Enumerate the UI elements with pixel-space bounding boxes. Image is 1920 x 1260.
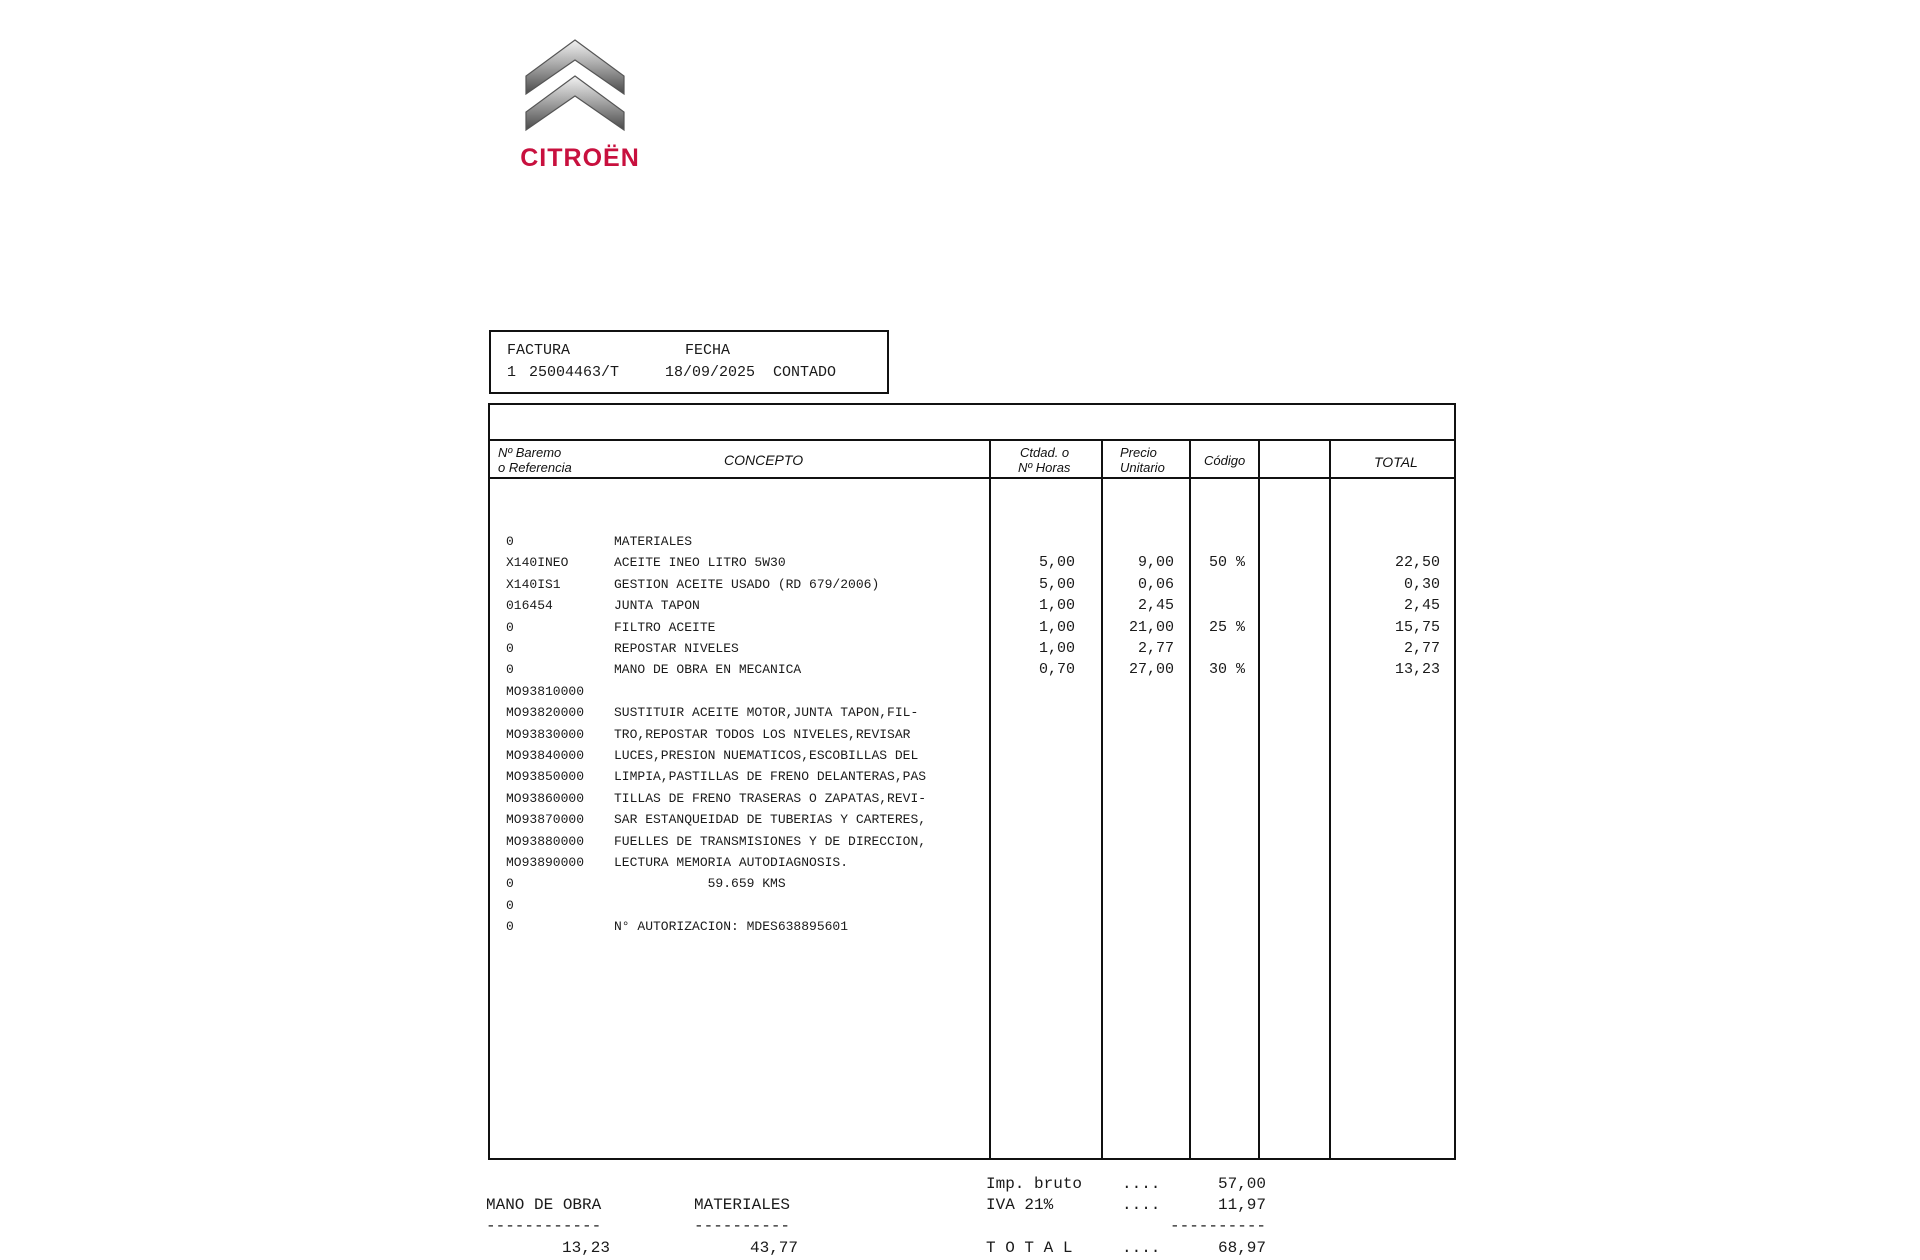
row-total: 15,75 [1394, 618, 1440, 636]
row-reference: 0 [506, 897, 514, 913]
row-reference: MO93860000 [506, 790, 585, 806]
table-row [490, 745, 1450, 766]
row-reference: MO93810000 [506, 683, 585, 699]
row-total: 2,77 [1403, 640, 1440, 657]
row-reference: MO93870000 [506, 812, 585, 828]
row-unit-price: 2,77 [1137, 640, 1174, 657]
table-row [490, 788, 1450, 809]
header-qty: Ctdad. o Nº Horas [1018, 445, 1071, 475]
row-concepto: ACEITE INEO LITRO 5W30 [614, 555, 786, 571]
table-row [490, 895, 1450, 916]
materiales-label: MATERIALES [694, 1196, 791, 1214]
factura-label: FACTURA [507, 342, 571, 359]
payment-method: CONTADO [773, 364, 837, 381]
table-row [490, 702, 1450, 723]
materiales-separator: ---------- [694, 1217, 791, 1235]
row-unit-price: 21,00 [1128, 618, 1174, 636]
invoice-date: 18/09/2025 [665, 364, 756, 381]
row-concepto: MANO DE OBRA EN MECANICA [614, 662, 802, 678]
table-row [490, 831, 1450, 852]
table-row [490, 659, 1450, 680]
table-row [490, 595, 1450, 616]
row-reference: MO93830000 [506, 726, 585, 742]
table-row [490, 873, 1450, 894]
invoice-number: 25004463/T [529, 364, 620, 381]
total-separator: ---------- [1170, 1217, 1267, 1235]
iva-dots: .... [1122, 1196, 1161, 1214]
row-concepto: FUELLES DE TRANSMISIONES Y DE DIRECCION, [614, 833, 927, 849]
row-reference: MO93840000 [506, 748, 585, 763]
chevrons-icon [520, 36, 630, 136]
table-row [490, 638, 1450, 659]
row-reference: 016454 [506, 598, 553, 614]
row-concepto: N° AUTORIZACION: MDES638895601 [614, 919, 849, 935]
imp-bruto-dots: .... [1122, 1175, 1161, 1193]
row-concepto: TILLAS DE FRENO TRASERAS O ZAPATAS,REVI- [614, 790, 927, 806]
row-quantity: 1,00 [1038, 597, 1075, 615]
row-total: 22,50 [1394, 554, 1440, 572]
row-concepto: TRO,REPOSTAR TODOS LOS NIVELES,REVISAR [614, 726, 911, 742]
row-quantity: 1,00 [1038, 640, 1075, 657]
row-quantity: 0,70 [1038, 661, 1075, 679]
header-bottom-rule [490, 477, 1454, 479]
invoice-lines-table [488, 403, 1456, 1160]
row-quantity: 5,00 [1038, 554, 1075, 572]
row-concepto: SAR ESTANQUEIDAD DE TUBERIAS Y CARTERES, [614, 812, 927, 828]
iva-value: 11,97 [1217, 1196, 1266, 1214]
citroen-logo [490, 36, 680, 171]
table-row [490, 724, 1450, 745]
row-reference: 0 [506, 641, 514, 656]
row-reference: MO93880000 [506, 833, 585, 849]
row-reference: 0 [506, 876, 514, 892]
row-concepto: FILTRO ACEITE [614, 619, 716, 635]
imp-bruto-label: Imp. bruto [986, 1175, 1083, 1193]
header-ref: Nº Baremo o Referencia [498, 445, 572, 475]
row-concepto: LIMPIA,PASTILLAS DE FRENO DELANTERAS,PAS [614, 769, 927, 785]
mano-obra-separator: ------------ [486, 1217, 602, 1235]
invoice-header-box [489, 330, 889, 394]
row-concepto: LUCES,PRESION NUEMATICOS,ESCOBILLAS DEL [614, 748, 919, 763]
row-unit-price: 0,06 [1137, 575, 1174, 593]
row-concepto: REPOSTAR NIVELES [614, 641, 739, 656]
row-reference: 0 [506, 619, 514, 635]
row-reference: X140INEO [506, 555, 569, 571]
row-reference: MO93820000 [506, 705, 585, 721]
row-total: 13,23 [1394, 661, 1440, 679]
row-discount-code: 25 % [1208, 618, 1245, 636]
table-row [490, 552, 1450, 573]
iva-label: IVA 21% [986, 1196, 1054, 1214]
invoice-serie: 1 [507, 364, 517, 381]
row-reference: 0 [506, 919, 514, 935]
table-row [490, 617, 1450, 638]
header-price: Precio Unitario [1120, 445, 1165, 475]
header-concepto: CONCEPTO [724, 452, 804, 468]
row-reference: 0 [506, 662, 514, 678]
row-total: 0,30 [1403, 575, 1440, 593]
mano-obra-label: MANO DE OBRA [486, 1196, 602, 1214]
brand-wordmark: CITROËN [520, 144, 640, 172]
header-total: TOTAL [1374, 454, 1418, 470]
table-row [490, 916, 1450, 937]
row-concepto: SUSTITUIR ACEITE MOTOR,JUNTA TAPON,FIL- [614, 705, 919, 721]
fecha-label: FECHA [685, 342, 731, 359]
materiales-value: 43,77 [749, 1239, 798, 1257]
total-dots: .... [1122, 1239, 1161, 1257]
header-code: Código [1204, 453, 1246, 468]
row-reference: MO93850000 [506, 769, 585, 785]
total-label: T O T A L [986, 1239, 1073, 1257]
table-row [490, 852, 1450, 873]
row-reference: X140IS1 [506, 576, 561, 592]
table-row [490, 809, 1450, 830]
row-reference: 0 [506, 534, 514, 549]
row-discount-code: 30 % [1208, 661, 1245, 679]
row-concepto: JUNTA TAPON [614, 598, 700, 614]
row-total: 2,45 [1403, 597, 1440, 615]
row-quantity: 1,00 [1038, 618, 1075, 636]
table-row [490, 766, 1450, 787]
row-quantity: 5,00 [1038, 575, 1075, 593]
table-row [490, 681, 1450, 702]
imp-bruto-value: 57,00 [1217, 1175, 1266, 1193]
row-reference: MO93890000 [506, 855, 585, 870]
row-concepto: 59.659 KMS [614, 876, 786, 892]
header-top-rule [490, 439, 1454, 441]
mano-obra-value: 13,23 [561, 1239, 610, 1257]
row-concepto: GESTION ACEITE USADO (RD 679/2006) [614, 576, 880, 592]
row-unit-price: 27,00 [1128, 661, 1174, 679]
row-unit-price: 2,45 [1137, 597, 1174, 615]
row-unit-price: 9,00 [1137, 554, 1174, 572]
row-concepto: MATERIALES [614, 534, 693, 549]
row-discount-code: 50 % [1208, 554, 1245, 572]
grand-total-value: 68,97 [1217, 1239, 1266, 1257]
row-concepto: LECTURA MEMORIA AUTODIAGNOSIS. [614, 855, 849, 870]
table-row [490, 531, 1450, 552]
table-row [490, 574, 1450, 595]
